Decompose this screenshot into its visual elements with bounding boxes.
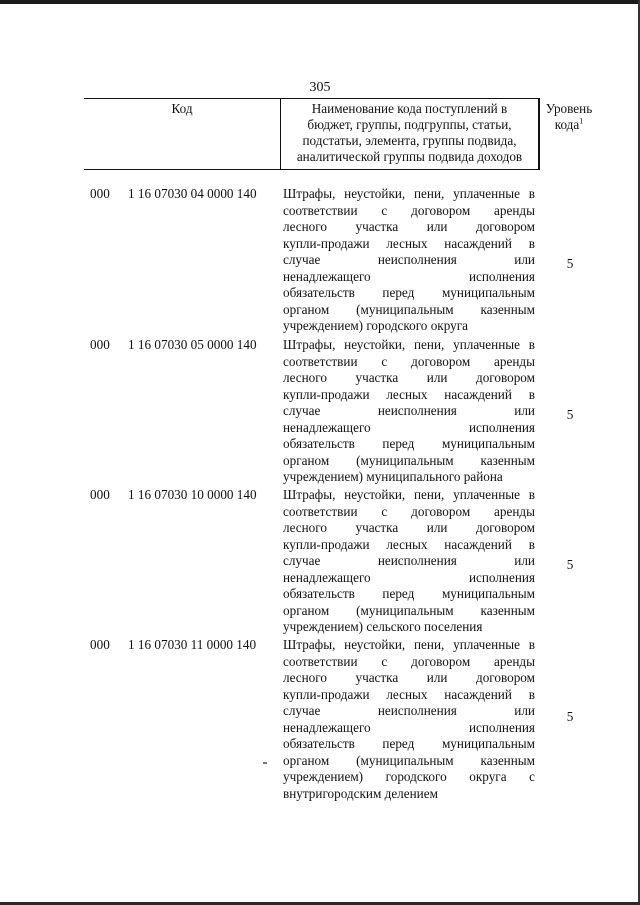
row-name-line: ненадлежащего исполнения [283, 719, 535, 735]
row-name-line: обязательств перед муниципальным [283, 436, 535, 451]
row-code: 1 16 07030 10 0000 140 [128, 487, 257, 502]
row-name-line: соответствии с договором аренды [283, 503, 535, 519]
page-number: 305 [309, 80, 331, 95]
row-name [283, 487, 535, 636]
table-row [0, 186, 640, 337]
header-name-line: Наименование кода поступлений в [311, 101, 508, 116]
row-name-line: обязательств перед муниципальным [283, 285, 535, 300]
header-level-line: Уровень [545, 101, 593, 116]
row-code: 1 16 07030 05 0000 140 [128, 337, 257, 352]
row-name [283, 337, 535, 486]
row-code: 1 16 07030 11 0000 140 [128, 637, 257, 652]
row-name-line: учреждением) городского округа [283, 318, 468, 333]
table-row [0, 637, 640, 807]
header-name-line: подстатьи, элемента, группы подвида, [302, 133, 517, 148]
row-level: 5 [566, 256, 574, 271]
row-name-line: случае неисполнения или [283, 553, 535, 568]
header-code: Код [171, 101, 193, 116]
row-name [283, 637, 535, 802]
row-name-line: купли-продажи лесных насаждений в [283, 536, 535, 552]
table-row [0, 337, 640, 487]
row-name-line: обязательств перед муниципальным [283, 586, 535, 601]
header-level-code: кода [554, 117, 580, 132]
footnote-marker: 1 [579, 116, 584, 126]
row-name-line: соответствии с договором аренды [283, 202, 535, 218]
row-name-line: обязательств перед муниципальным [283, 736, 535, 751]
row-name-line: случае неисполнения или [283, 252, 535, 267]
row-name-line: внутригородским делением [283, 785, 438, 801]
row-name-line: Штрафы, неустойки, пени, уплаченные в [283, 186, 535, 201]
row-level: 5 [566, 557, 574, 572]
row-name-line: органом (муниципальным казенным [283, 301, 535, 317]
row-name-line: купли-продажи лесных насаждений в [283, 686, 535, 702]
row-name-line: лесного участка или договором [283, 520, 535, 535]
row-level: 5 [566, 709, 574, 724]
row-name-line: ненадлежащего исполнения [283, 419, 535, 435]
row-code: 1 16 07030 04 0000 140 [128, 186, 257, 201]
row-name-line: лесного участка или договором [283, 370, 535, 385]
row-name-line: ненадлежащего исполнения [283, 268, 535, 284]
header-name-line: аналитической группы подвида доходов [296, 149, 523, 164]
table-row [0, 487, 640, 637]
header-level [538, 99, 599, 169]
row-name-line: лесного участка или договором [283, 670, 535, 685]
table-body [0, 186, 640, 807]
row-name-line: Штрафы, неустойки, пени, уплаченные в [283, 637, 535, 652]
row-prefix: 000 [90, 186, 110, 201]
row-name-line: соответствии с договором аренды [283, 353, 535, 369]
header-name [280, 99, 538, 169]
row-name-line: учреждением) муниципального района [283, 469, 503, 484]
row-name-line: ненадлежащего исполнения [283, 569, 535, 585]
row-name-line: купли-продажи лесных насаждений в [283, 235, 535, 251]
header-name-line: бюджет, группы, подгруппы, статьи, [307, 117, 512, 132]
row-name-line: учреждением) сельского поселения [283, 619, 483, 634]
row-name-line: случае неисполнения или [283, 703, 535, 718]
scan-speck [263, 762, 267, 764]
row-name-line: органом (муниципальным казенным [283, 752, 535, 768]
scan-edge-top [0, 0, 640, 4]
row-name-line: органом (муниципальным казенным [283, 602, 535, 618]
row-name-line: учреждением) городского округа с [283, 769, 535, 784]
row-name-line: купли-продажи лесных насаждений в [283, 386, 535, 402]
row-level: 5 [566, 407, 574, 422]
row-name-line: Штрафы, неустойки, пени, уплаченные в [283, 487, 535, 502]
row-name-line: случае неисполнения или [283, 403, 535, 418]
header-level-line [539, 117, 599, 133]
row-name [283, 186, 535, 335]
row-name-line: лесного участка или договором [283, 219, 535, 234]
row-prefix: 000 [90, 637, 110, 652]
row-prefix: 000 [90, 337, 110, 352]
table-header [84, 98, 593, 170]
row-name-line: органом (муниципальным казенным [283, 452, 535, 468]
row-prefix: 000 [90, 487, 110, 502]
row-name-line: соответствии с договором аренды [283, 653, 535, 669]
row-name-line: Штрафы, неустойки, пени, уплаченные в [283, 337, 535, 352]
